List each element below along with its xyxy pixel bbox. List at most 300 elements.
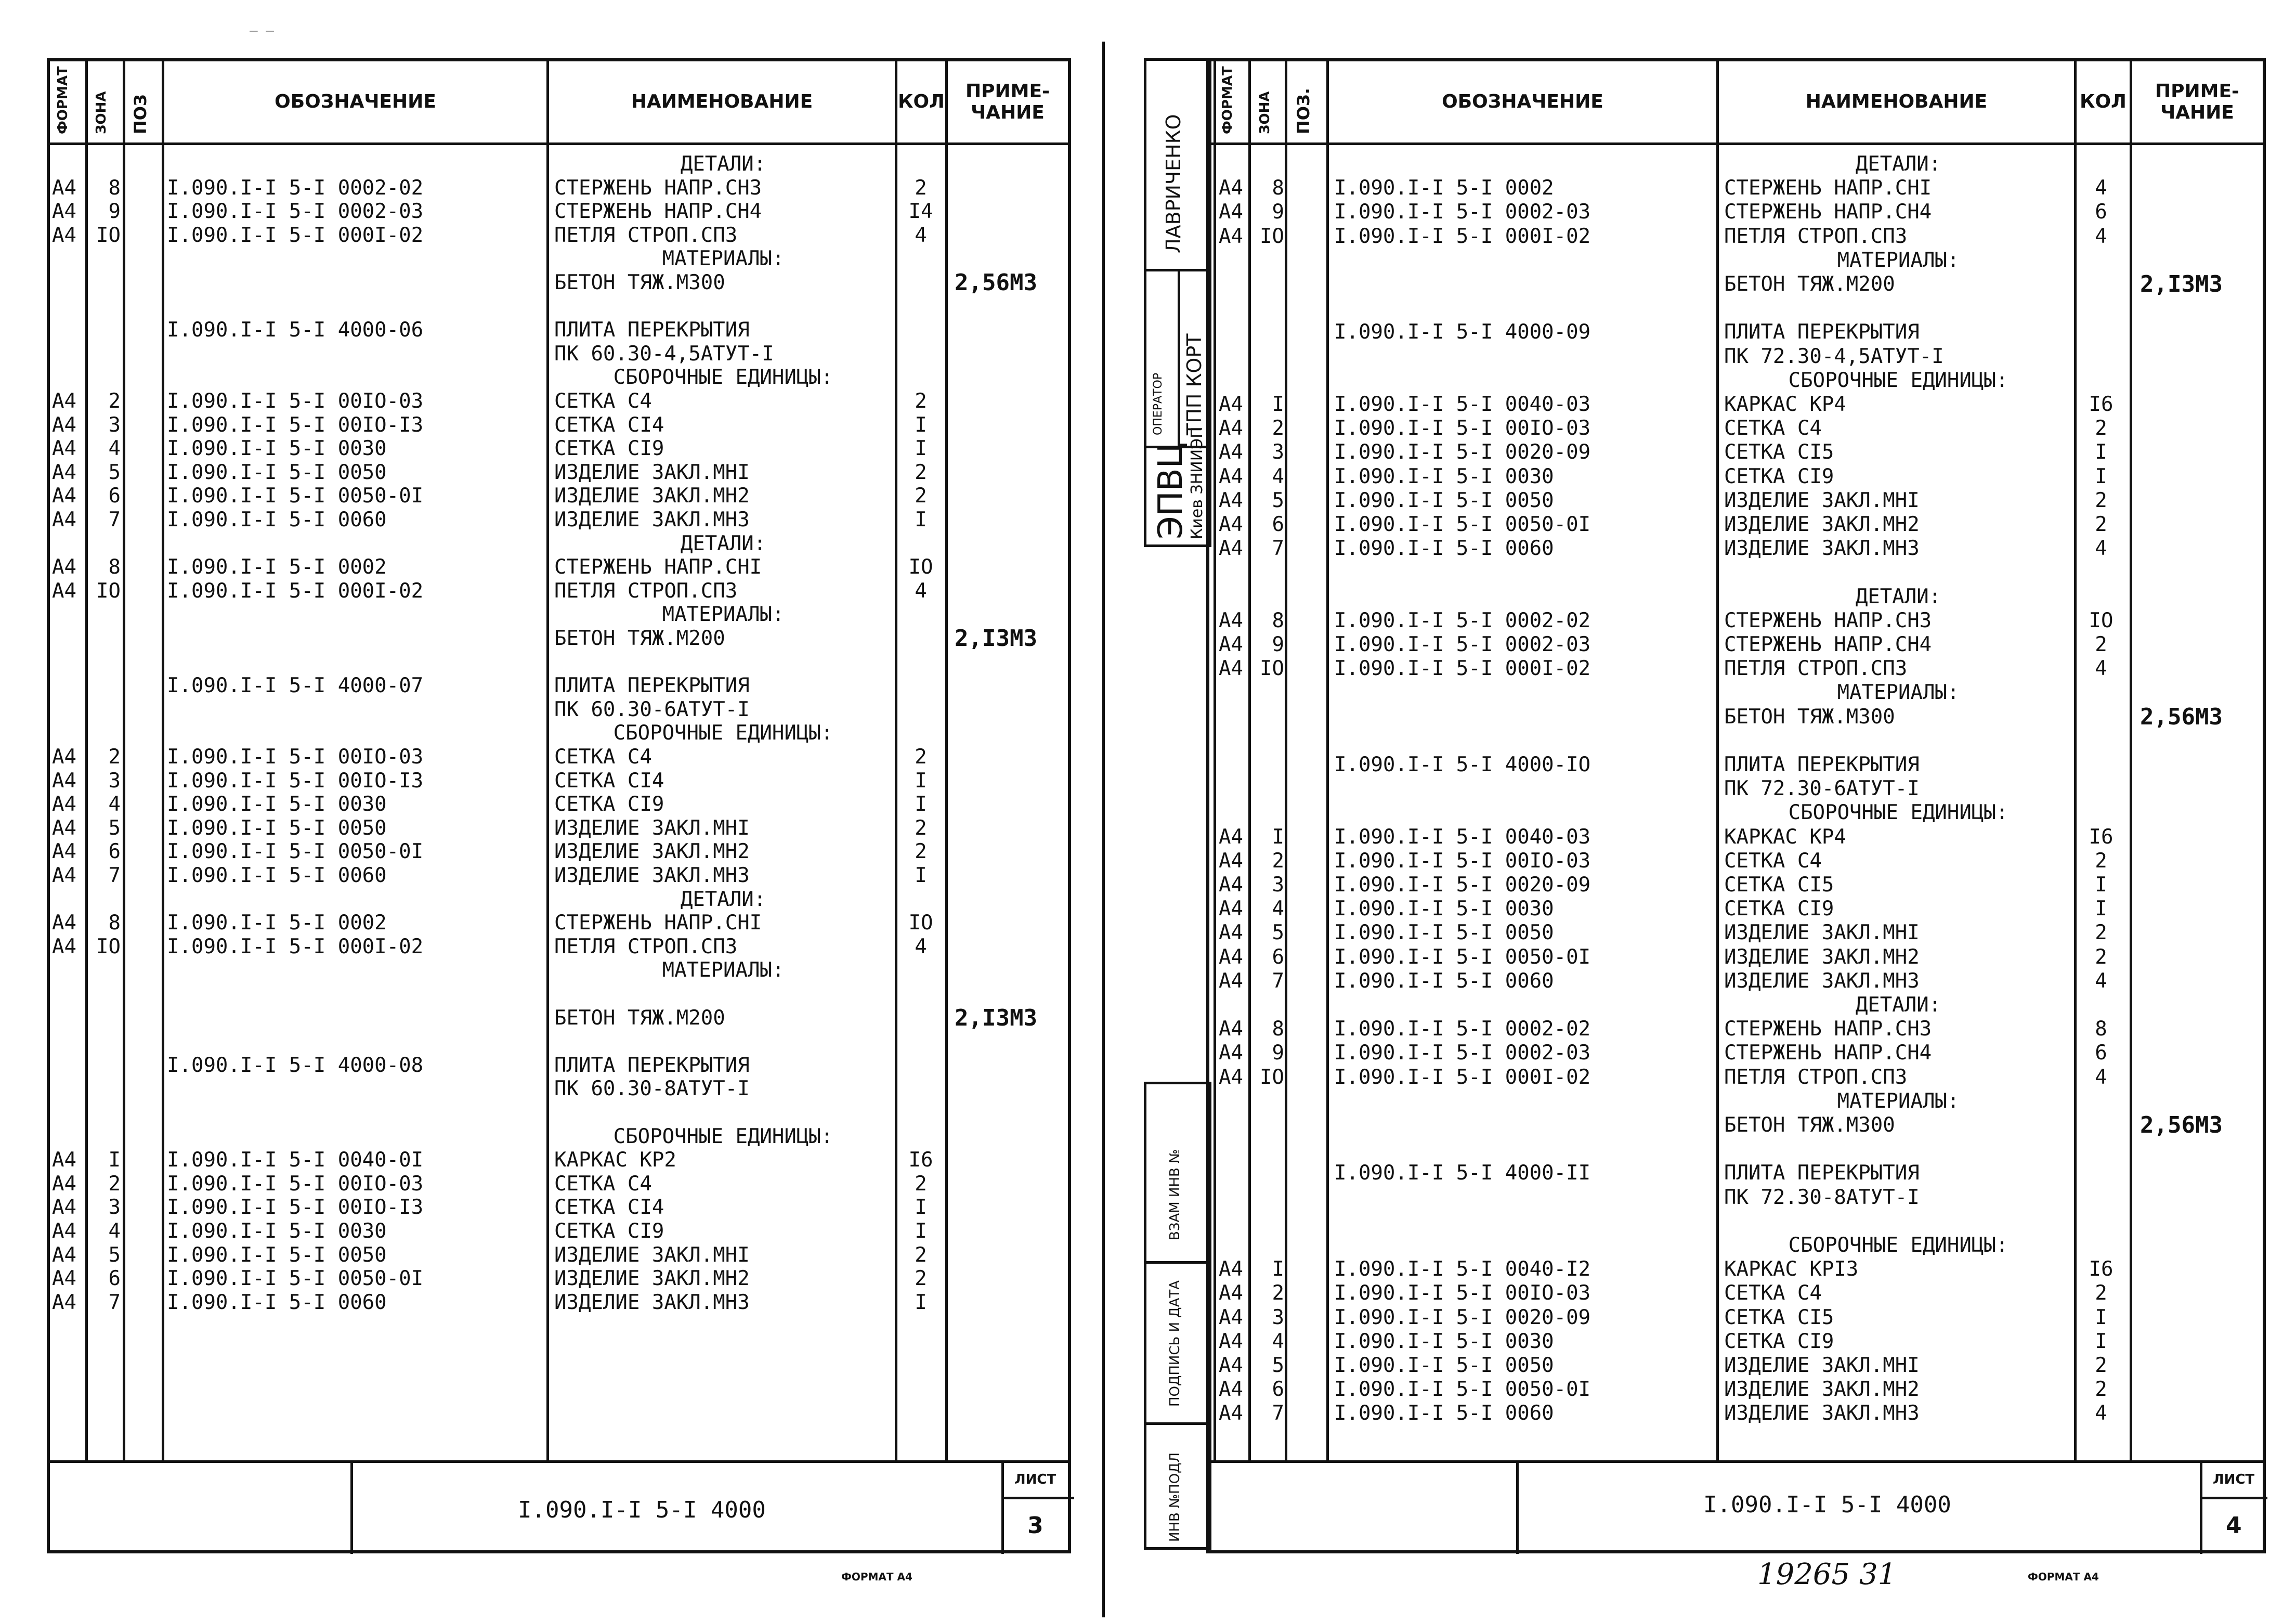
- row-format: А4: [1219, 224, 1243, 248]
- spec-row: [50, 461, 1069, 484]
- row-designation: I.090.I-I 5-I 000I-02: [167, 223, 424, 247]
- row-format: А4: [1219, 849, 1243, 873]
- row-designation: I.090.I-I 5-I 00IO-I3: [167, 1196, 424, 1220]
- row-format: А4: [1219, 200, 1243, 224]
- row-name: ИЗДЕЛИЕ ЗАКЛ.МН2: [1724, 513, 1920, 536]
- row-name: СЕТКА С4: [1724, 417, 1822, 440]
- row-designation: I.090.I-I 5-I 0040-03: [1334, 393, 1591, 416]
- row-name: ИЗДЕЛИЕ ЗАКЛ.МНI: [554, 1243, 750, 1267]
- row-position: 8: [1272, 176, 1284, 200]
- header-note-line1: ПРИМЕ-: [966, 80, 1050, 102]
- row-designation: I.090.I-I 5-I 0002: [167, 555, 387, 579]
- row-format: А4: [52, 176, 76, 200]
- spec-row: [50, 319, 1069, 342]
- spec-row: [50, 153, 1069, 176]
- row-format: А4: [1219, 417, 1243, 440]
- row-designation: I.090.I-I 5-I 00IO-03: [1334, 1281, 1591, 1305]
- row-position: 4: [1272, 897, 1284, 921]
- row-position: I: [1272, 1257, 1284, 1281]
- spec-row: [1209, 513, 2265, 536]
- row-name: КАРКАС КР4: [1724, 393, 1846, 416]
- row-designation: I.090.I-I 5-I 0050: [1334, 1354, 1554, 1377]
- row-name: СЕТКА СI4: [554, 1196, 664, 1220]
- row-position: IO: [1260, 1065, 1284, 1089]
- row-name: ПЛИТА ПЕРЕКРЫТИЯ: [554, 318, 750, 342]
- row-position: 5: [1272, 1354, 1284, 1377]
- row-designation: I.090.I-I 5-I 0040-03: [1334, 825, 1591, 849]
- spec-row: [1209, 1234, 2265, 1257]
- row-quantity: 6: [2095, 200, 2107, 224]
- spec-row: [1209, 681, 2265, 704]
- header-qty: КОЛ: [898, 91, 945, 113]
- row-position: 5: [108, 460, 121, 484]
- row-quantity: I6: [2089, 393, 2114, 416]
- spec-row: [1209, 1042, 2265, 1065]
- row-designation: I.090.I-I 5-I 0002-03: [1334, 1041, 1591, 1065]
- header-designation: ОБОЗНАЧЕНИЕ: [275, 91, 436, 113]
- row-position: 8: [108, 176, 121, 200]
- operator-stamp: [1144, 58, 1211, 547]
- header-note-right-line1: ПРИМЕ-: [2155, 80, 2239, 102]
- row-format: А4: [1219, 897, 1243, 921]
- sheet-label-left: ЛИСТ: [1014, 1472, 1056, 1487]
- spec-row: [1209, 1186, 2265, 1209]
- row-format: А4: [52, 1290, 76, 1314]
- row-format: А4: [52, 769, 76, 793]
- row-name: СЕТКА СI9: [1724, 897, 1834, 921]
- spec-row: [1209, 994, 2265, 1017]
- spec-row: [50, 627, 1069, 650]
- row-quantity: I: [915, 1290, 927, 1314]
- row-designation: I.090.I-I 5-I 4000-IO: [1334, 753, 1591, 776]
- spec-row: [1209, 1210, 2265, 1233]
- row-position: 3: [108, 1196, 121, 1220]
- spec-row: [1209, 1138, 2265, 1161]
- row-name: СЕТКА С4: [554, 1172, 652, 1196]
- spec-row: [1209, 777, 2265, 800]
- spec-row: [50, 1291, 1069, 1314]
- spec-row: [50, 1244, 1069, 1267]
- spec-sheet-right: [1206, 58, 2266, 1553]
- spec-row: [1209, 537, 2265, 560]
- row-quantity: I: [2095, 1329, 2107, 1353]
- row-quantity: 4: [915, 935, 927, 958]
- header-zone-right: ЗОНА: [1257, 91, 1273, 134]
- row-name: СТЕРЖЕНЬ НАПР.СНI: [554, 555, 762, 579]
- row-format: А4: [1219, 873, 1243, 897]
- row-designation: I.090.I-I 5-I 00IO-03: [167, 1172, 424, 1196]
- row-designation: I.090.I-I 5-I 0030: [1334, 464, 1554, 488]
- side-inv-podl: ИНВ №ПОДЛ: [1167, 1452, 1183, 1542]
- row-position: 8: [1272, 608, 1284, 632]
- row-format: А4: [52, 1220, 76, 1243]
- row-name: МАТЕРИАЛЫ:: [1837, 1089, 1960, 1113]
- row-designation: I.090.I-I 5-I 0060: [167, 508, 387, 531]
- row-position: 4: [1272, 464, 1284, 488]
- row-designation: I.090.I-I 5-I 0002-03: [1334, 200, 1591, 224]
- row-position: 9: [108, 200, 121, 224]
- row-note: 2,56М3: [955, 269, 1037, 296]
- row-quantity: 4: [2095, 969, 2107, 993]
- row-quantity: I: [2095, 897, 2107, 921]
- spec-row: [1209, 850, 2265, 873]
- row-name: ИЗДЕЛИЕ ЗАКЛ.МНI: [554, 460, 750, 484]
- row-name: КАРКАС КРI3: [1724, 1257, 1859, 1281]
- row-name: МАТЕРИАЛЫ:: [1837, 681, 1960, 705]
- row-quantity: 4: [915, 579, 927, 603]
- header-format-right: ФОРМАТ: [1220, 66, 1235, 134]
- row-name: ИЗДЕЛИЕ ЗАКЛ.МН2: [554, 1267, 750, 1291]
- stamp-tpp: ТПП КОРТ: [1183, 333, 1206, 435]
- row-name: СЕТКА СI9: [554, 1220, 664, 1243]
- row-position: IO: [1260, 657, 1284, 681]
- spec-row: [50, 746, 1069, 769]
- row-designation: I.090.I-I 5-I 0050: [1334, 488, 1554, 512]
- row-quantity: 8: [2095, 1017, 2107, 1041]
- row-format: А4: [52, 223, 76, 247]
- row-designation: I.090.I-I 5-I 4000-06: [167, 318, 424, 342]
- row-designation: I.090.I-I 5-I 0030: [167, 793, 387, 816]
- row-quantity: I: [915, 1220, 927, 1243]
- row-note: 2,56М3: [2140, 1112, 2223, 1138]
- row-name: СБОРОЧНЫЕ ЕДИНИЦЫ:: [1788, 801, 2008, 825]
- spec-row: [1209, 249, 2265, 272]
- row-format: А4: [52, 200, 76, 224]
- spec-row: [1209, 1090, 2265, 1113]
- sheet-number-right: 4: [2226, 1512, 2242, 1539]
- row-designation: I.090.I-I 5-I 0050-0I: [1334, 1378, 1591, 1402]
- row-name: БЕТОН ТЯЖ.М300: [554, 271, 725, 294]
- spec-row: [50, 366, 1069, 389]
- top-marks: — —: [250, 23, 274, 38]
- spec-row: [50, 271, 1069, 294]
- row-position: 6: [108, 1267, 121, 1291]
- row-quantity: I6: [908, 1148, 933, 1172]
- row-quantity: 4: [2095, 176, 2107, 200]
- spec-row: [50, 1149, 1069, 1172]
- row-position: IO: [96, 223, 121, 247]
- row-quantity: 2: [915, 816, 927, 840]
- spec-row: [50, 864, 1069, 887]
- spec-row: [50, 485, 1069, 508]
- spec-row: [1209, 321, 2265, 344]
- row-name: КАРКАС КР2: [554, 1148, 676, 1172]
- row-designation: I.090.I-I 5-I 0002-03: [1334, 633, 1591, 656]
- row-name: МАТЕРИАЛЫ:: [662, 603, 785, 627]
- row-name: СТЕРЖЕНЬ НАПР.СНI: [554, 911, 762, 935]
- spec-row: [50, 983, 1069, 1006]
- row-format: А4: [52, 1148, 76, 1172]
- row-name: СБОРОЧНЫЕ ЕДИНИЦЫ:: [613, 366, 833, 390]
- header-note-right: [2132, 61, 2262, 142]
- row-position: 5: [108, 816, 121, 840]
- spec-row: [1209, 801, 2265, 824]
- row-name: ИЗДЕЛИЕ ЗАКЛ.МНI: [1724, 921, 1920, 945]
- row-name: ИЗДЕЛИЕ ЗАКЛ.МНI: [1724, 1354, 1920, 1377]
- row-designation: I.090.I-I 5-I 0050-0I: [167, 1267, 424, 1291]
- row-name: ДЕТАЛИ:: [1855, 585, 1941, 608]
- row-designation: I.090.I-I 5-I 0040-0I: [167, 1148, 424, 1172]
- spec-row: [1209, 1330, 2265, 1353]
- stamp-org-sub: Киев ЗНИИЭП: [1188, 426, 1206, 539]
- row-quantity: 2: [2095, 921, 2107, 945]
- spec-row: [50, 533, 1069, 555]
- header-note-line2: ЧАНИЕ: [971, 102, 1045, 123]
- row-format: А4: [52, 1196, 76, 1220]
- row-quantity: 2: [915, 390, 927, 413]
- spec-row: [1209, 922, 2265, 944]
- row-position: IO: [1260, 224, 1284, 248]
- row-position: I: [1272, 825, 1284, 849]
- row-position: 7: [1272, 969, 1284, 993]
- spec-row: [50, 1078, 1069, 1100]
- spec-row: [1209, 1402, 2265, 1425]
- row-quantity: I: [2095, 440, 2107, 464]
- row-quantity: I: [2095, 1305, 2107, 1329]
- spec-row: [50, 414, 1069, 437]
- row-position: 9: [1272, 200, 1284, 224]
- spec-row: [1209, 441, 2265, 464]
- row-name: ПЕТЛЯ СТРОП.СП3: [1724, 657, 1908, 681]
- spec-row: [1209, 153, 2265, 176]
- row-position: 5: [108, 1243, 121, 1267]
- row-name: ПК 72.30-4,5АТУТ-I: [1724, 344, 1944, 368]
- header-poz-right: ПОЗ.: [1294, 88, 1313, 134]
- row-name: ИЗДЕЛИЕ ЗАКЛ.МН2: [1724, 945, 1920, 969]
- row-name: ДЕТАЛИ:: [1855, 993, 1941, 1017]
- row-designation: I.090.I-I 5-I 4000-09: [1334, 320, 1591, 344]
- row-designation: I.090.I-I 5-I 0050: [167, 816, 387, 840]
- row-name: ИЗДЕЛИЕ ЗАКЛ.МНI: [1724, 488, 1920, 512]
- row-position: I: [1272, 393, 1284, 416]
- row-name: СТЕРЖЕНЬ НАПР.СН3: [554, 176, 762, 200]
- spec-row: [50, 437, 1069, 460]
- row-quantity: I: [915, 769, 927, 793]
- spec-row: [50, 817, 1069, 840]
- row-format: А4: [52, 864, 76, 887]
- row-name: БЕТОН ТЯЖ.М300: [1724, 705, 1895, 729]
- row-format: А4: [1219, 1402, 1243, 1425]
- row-name: ИЗДЕЛИЕ ЗАКЛ.МН2: [554, 484, 750, 508]
- spec-row: [50, 651, 1069, 674]
- row-name: ИЗДЕЛИЕ ЗАКЛ.МН2: [554, 840, 750, 864]
- row-format: А4: [1219, 945, 1243, 969]
- row-quantity: 2: [2095, 945, 2107, 969]
- row-note: 2,I3М3: [955, 1004, 1037, 1031]
- row-quantity: 2: [2095, 1281, 2107, 1305]
- row-name: МАТЕРИАЛЫ:: [662, 958, 785, 982]
- row-designation: I.090.I-I 5-I 4000-II: [1334, 1161, 1591, 1185]
- row-designation: I.090.I-I 5-I 0030: [167, 437, 387, 461]
- spec-row: [1209, 369, 2265, 392]
- spec-row: [1209, 1378, 2265, 1401]
- spec-row: [1209, 1306, 2265, 1329]
- row-designation: I.090.I-I 5-I 0050-0I: [1334, 945, 1591, 969]
- row-position: 6: [108, 840, 121, 864]
- row-format: А4: [1219, 633, 1243, 656]
- spec-row: [1209, 754, 2265, 776]
- row-designation: I.090.I-I 5-I 00IO-I3: [167, 413, 424, 437]
- spec-row: [1209, 610, 2265, 632]
- row-format: А4: [52, 579, 76, 603]
- side-vzam: ВЗАМ ИНВ №: [1167, 1149, 1183, 1240]
- row-name: ИЗДЕЛИЕ ЗАКЛ.МН2: [1724, 1378, 1920, 1402]
- row-name: СЕТКА СI9: [554, 437, 664, 461]
- row-name: СЕТКА СI5: [1724, 873, 1834, 897]
- row-quantity: IO: [908, 911, 933, 935]
- spec-row: [50, 177, 1069, 200]
- spec-row: [1209, 1018, 2265, 1041]
- spec-row: [1209, 874, 2265, 897]
- row-designation: I.090.I-I 5-I 0050-0I: [167, 484, 424, 508]
- row-name: СТЕРЖЕНЬ НАПР.СН4: [1724, 633, 1932, 656]
- row-position: 8: [108, 555, 121, 579]
- row-position: IO: [96, 579, 121, 603]
- header-qty-right: КОЛ: [2080, 91, 2127, 113]
- row-name: СТЕРЖЕНЬ НАПР.СНI: [1724, 176, 1932, 200]
- row-quantity: IO: [908, 555, 933, 579]
- row-position: 5: [1272, 921, 1284, 945]
- row-quantity: I: [2095, 464, 2107, 488]
- row-quantity: I: [915, 508, 927, 531]
- row-designation: I.090.I-I 5-I 0060: [1334, 969, 1554, 993]
- row-name: СТЕРЖЕНЬ НАПР.СН4: [1724, 200, 1932, 224]
- row-position: 3: [1272, 1305, 1284, 1329]
- spec-row: [1209, 225, 2265, 248]
- row-designation: I.090.I-I 5-I 0050-0I: [1334, 513, 1591, 536]
- row-designation: I.090.I-I 5-I 0002: [1334, 176, 1554, 200]
- handwritten-number: 19265 31: [1757, 1558, 1897, 1591]
- row-designation: I.090.I-I 5-I 0002-02: [167, 176, 424, 200]
- sheet-number-left: 3: [1027, 1512, 1043, 1539]
- stamp-org: ЭПВЦ: [1152, 442, 1190, 539]
- row-designation: I.090.I-I 5-I 0030: [1334, 1329, 1554, 1353]
- spec-row: [1209, 970, 2265, 993]
- row-name: ИЗДЕЛИЕ ЗАКЛ.МН3: [1724, 969, 1920, 993]
- row-designation: I.090.I-I 5-I 0060: [167, 864, 387, 887]
- row-quantity: I: [915, 437, 927, 461]
- row-name: БЕТОН ТЯЖ.М200: [1724, 273, 1895, 296]
- row-quantity: 4: [2095, 657, 2107, 681]
- row-name: ПЛИТА ПЕРЕКРЫТИЯ: [1724, 753, 1920, 776]
- row-format: А4: [52, 1172, 76, 1196]
- row-format: А4: [1219, 1354, 1243, 1377]
- row-position: 7: [1272, 537, 1284, 561]
- row-position: 5: [1272, 488, 1284, 512]
- spec-row: [50, 722, 1069, 745]
- row-position: 7: [1272, 1402, 1284, 1425]
- header-name: НАИМЕНОВАНИЕ: [631, 91, 813, 113]
- row-format: А4: [1219, 393, 1243, 416]
- spec-row: [1209, 345, 2265, 368]
- spec-row: [50, 1173, 1069, 1196]
- row-position: 6: [1272, 945, 1284, 969]
- row-format: А4: [1219, 608, 1243, 632]
- row-format: А4: [1219, 488, 1243, 512]
- row-quantity: 2: [2095, 417, 2107, 440]
- row-format: А4: [1219, 1017, 1243, 1041]
- row-note: 2,I3М3: [955, 625, 1037, 652]
- row-format: А4: [52, 555, 76, 579]
- row-position: 6: [1272, 513, 1284, 536]
- row-designation: I.090.I-I 5-I 4000-08: [167, 1053, 424, 1077]
- row-designation: I.090.I-I 5-I 000I-02: [1334, 657, 1591, 681]
- spec-row: [50, 580, 1069, 603]
- row-name: СТЕРЖЕНЬ НАПР.СН3: [1724, 608, 1932, 632]
- row-format: А4: [1219, 1305, 1243, 1329]
- row-designation: I.090.I-I 5-I 0050: [1334, 921, 1554, 945]
- row-position: 9: [1272, 633, 1284, 656]
- header-note: [948, 61, 1067, 142]
- row-designation: I.090.I-I 5-I 000I-02: [1334, 224, 1591, 248]
- row-format: А4: [1219, 657, 1243, 681]
- spec-row: [50, 556, 1069, 579]
- row-quantity: 2: [2095, 1378, 2107, 1402]
- spec-row: [1209, 201, 2265, 224]
- row-quantity: I6: [2089, 1257, 2114, 1281]
- row-designation: I.090.I-I 5-I 0002-02: [1334, 1017, 1591, 1041]
- row-format: А4: [52, 911, 76, 935]
- row-name: СЕТКА СI4: [554, 769, 664, 793]
- row-name: ИЗДЕЛИЕ ЗАКЛ.МН3: [554, 508, 750, 531]
- header-poz: ПОЗ: [131, 94, 150, 134]
- spec-row: [1209, 1162, 2265, 1185]
- header-designation-right: ОБОЗНАЧЕНИЕ: [1442, 91, 1603, 113]
- row-position: I: [108, 1148, 121, 1172]
- row-position: 2: [108, 390, 121, 413]
- row-format: А4: [1219, 464, 1243, 488]
- spec-row: [1209, 273, 2265, 296]
- row-format: А4: [1219, 921, 1243, 945]
- row-position: 7: [108, 508, 121, 531]
- row-name: СЕТКА С4: [1724, 1281, 1822, 1305]
- row-quantity: 4: [2095, 537, 2107, 561]
- row-position: 8: [108, 911, 121, 935]
- spec-row: [50, 1196, 1069, 1219]
- row-name: ДЕТАЛИ:: [1855, 152, 1941, 176]
- spec-row: [50, 912, 1069, 935]
- row-designation: I.090.I-I 5-I 00IO-03: [1334, 849, 1591, 873]
- spec-row: [50, 1054, 1069, 1077]
- spec-row: [50, 1004, 1069, 1031]
- row-designation: I.090.I-I 5-I 0060: [1334, 537, 1554, 561]
- row-name: ПК 60.30-4,5АТУТ-I: [554, 342, 774, 366]
- row-position: 3: [1272, 440, 1284, 464]
- row-format: А4: [1219, 825, 1243, 849]
- row-position: 2: [1272, 1281, 1284, 1305]
- row-quantity: I4: [908, 200, 933, 224]
- row-name: МАТЕРИАЛЫ:: [662, 247, 785, 271]
- row-quantity: 2: [915, 1172, 927, 1196]
- row-format: А4: [1219, 1065, 1243, 1089]
- side-sign-date: ПОДПИСЬ И ДАТА: [1167, 1280, 1183, 1407]
- spec-row: [50, 1101, 1069, 1124]
- row-quantity: 2: [915, 1243, 927, 1267]
- row-designation: I.090.I-I 5-I 0060: [1334, 1402, 1554, 1425]
- row-quantity: I6: [2089, 825, 2114, 849]
- row-name: СТЕРЖЕНЬ НАПР.СН3: [1724, 1017, 1932, 1041]
- row-designation: I.090.I-I 5-I 0050: [167, 1243, 387, 1267]
- spec-row: [50, 840, 1069, 863]
- row-format: А4: [52, 508, 76, 531]
- spec-sheet-left: [47, 58, 1071, 1553]
- row-name: ИЗДЕЛИЕ ЗАКЛ.МН3: [1724, 1402, 1920, 1425]
- row-designation: I.090.I-I 5-I 0040-I2: [1334, 1257, 1591, 1281]
- spec-row: [1209, 417, 2265, 440]
- row-format: А4: [52, 413, 76, 437]
- row-quantity: 6: [2095, 1041, 2107, 1065]
- row-format: А4: [1219, 176, 1243, 200]
